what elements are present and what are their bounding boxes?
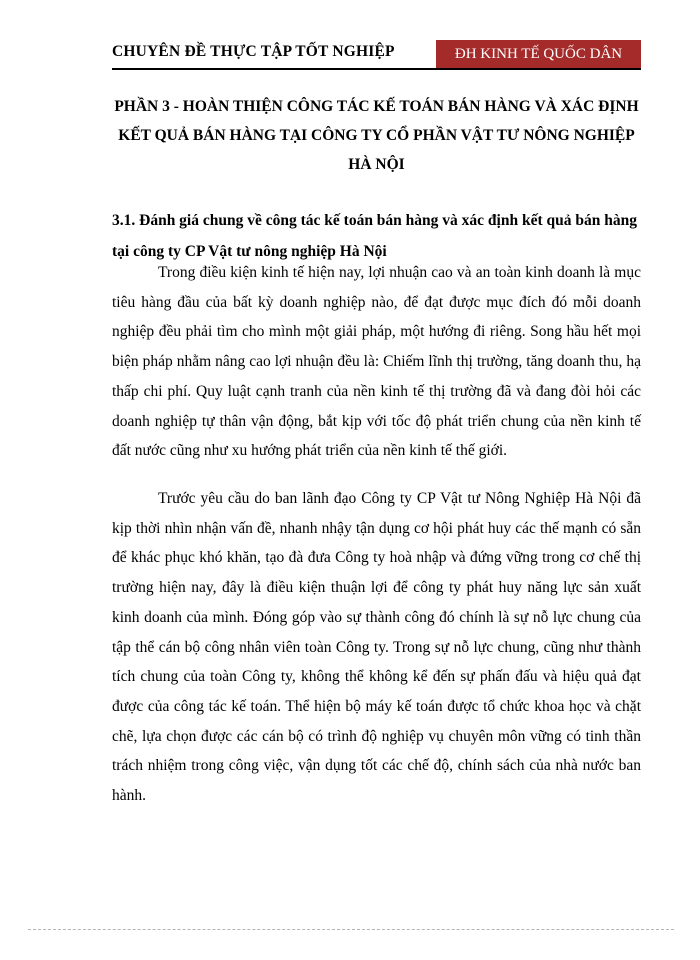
header-university-badge: ĐH KINH TẾ QUỐC DÂN [436, 40, 641, 68]
footer-divider [28, 929, 674, 930]
header-thesis-title: CHUYÊN ĐỀ THỰC TẬP TỐT NGHIỆP [112, 43, 395, 60]
part-title: PHẦN 3 - HOÀN THIỆN CÔNG TÁC KẾ TOÁN BÁN HÀNG VÀ XÁC ĐỊNH KẾT QUẢ BÁN HÀNG TẠI CÔNG TY CỔ PHẦN VẬT TƯ NÔNG NGHIỆP HÀ NỘI [114, 98, 639, 173]
section-heading: 3.1. Đánh giá chung về công tác kế toán bán hàng và xác định kết quả bán hàng tại công ty CP Vật tư nông nghiệp Hà Nội [112, 212, 637, 260]
header-divider [112, 68, 641, 70]
paragraph-2: Trước yêu cầu do ban lãnh đạo Công ty CP Vật tư Nông Nghiệp Hà Nội đã kịp thời nhìn nhận vấn đề, nhanh nhậy tận dụng cơ hội phát huy các thế mạnh có sẵn để khác phục khó khăn, tạo đà đưa Công ty hoà nhập và đứng vững trong cơ chế thị trường hiện nay, đây là điều kiện thuận lợi để công ty phát huy năng lực sản xuất kinh doanh của mình. Đóng góp vào sự thành công đó chính là sự nỗ lực chung của tập thể cán bộ công nhân viên toàn Công ty. Trong sự nỗ lực chung, cũng như thành tích chung của toàn Công ty, không thể không kể đến sự phấn đấu và hiệu quả đạt được của công tác kế toán. Thể hiện bộ máy kế toán được tổ chức khoa học và chặt chẽ, lựa chọn được các cán bộ có trình độ nghiệp vụ chuyên môn vững có tinh thần trách nhiệm trong công việc, vận dụng tốt các chế độ, chính sách của nhà nước ban hành. [112, 490, 641, 805]
paragraph-1: Trong điều kiện kinh tế hiện nay, lợi nhuận cao và an toàn kinh doanh là mục tiêu hàng đầu của bất kỳ doanh nghiệp nào, để đạt được mục đích đó mỗi doanh nghiệp đều phải tìm cho mình một giải pháp, một hướng đi riêng. Song hầu hết mọi biện pháp nhằm nâng cao lợi nhuận đều là: Chiếm lĩnh thị trường, tăng doanh thu, hạ thấp chi phí. Quy luật cạnh tranh của nền kinh tế thị trường đã và đang đòi hỏi các doanh nghiệp tự thân vận động, bắt kịp với tốc độ phát triển chung của nền kinh tế đất nước cũng như xu hướng phát triển của nền kinh tế thế giới. [112, 264, 641, 460]
